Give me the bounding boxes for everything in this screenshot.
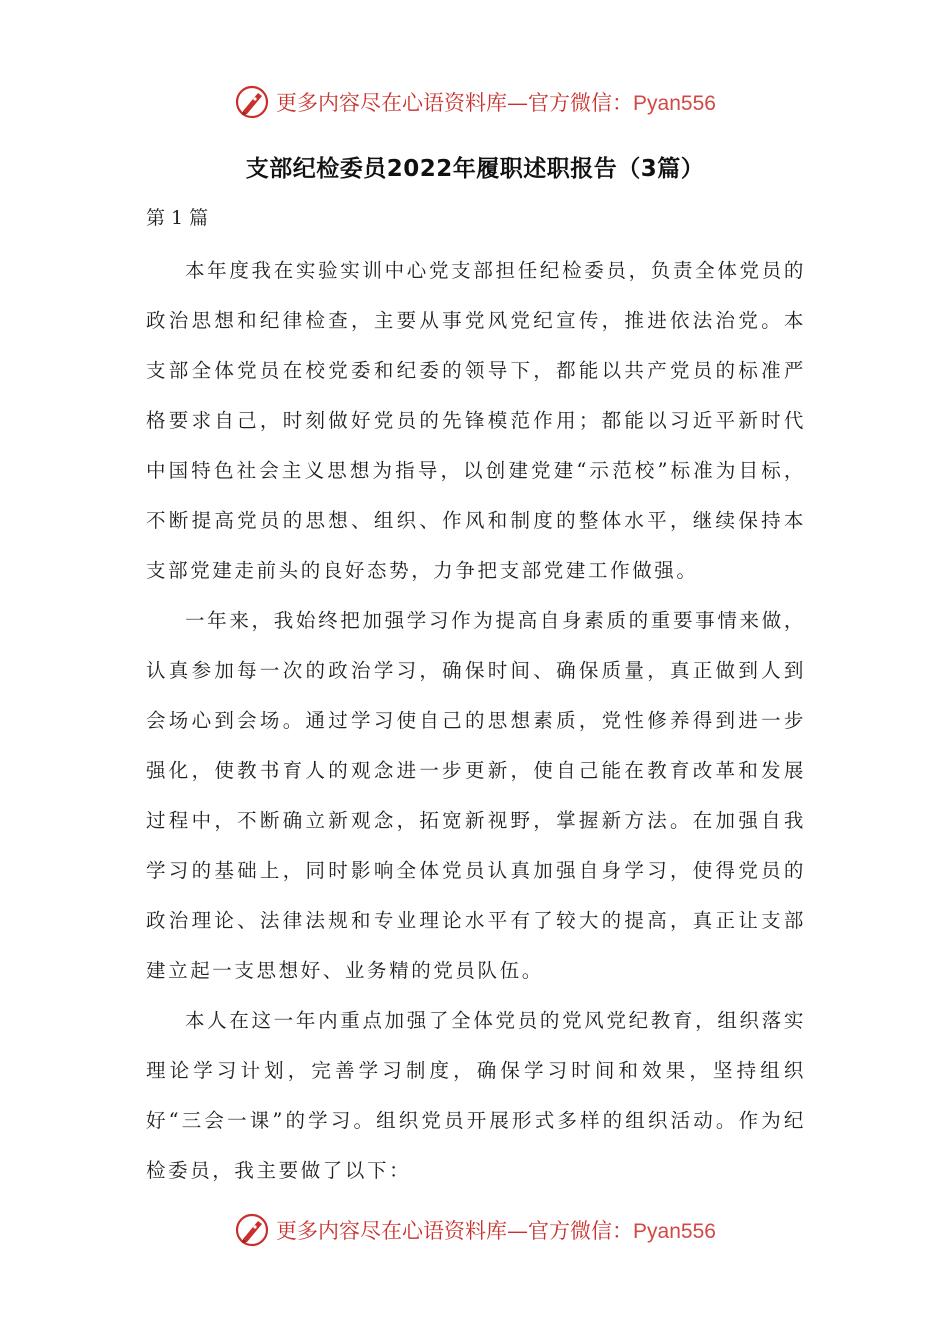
paragraph: 本年度我在实验实训中心党支部担任纪检委员，负责全体党员的政治思想和纪律检查，主要从事党风党纪宣传，推进依法治党。本支部全体党员在校党委和纪委的领导下，都能以共产党员的标准严格要求自己，时刻做好党员的先锋模范作用；都能以习近平新时代中国特色社会主义思想为指导，以创建党建“示范校”标准为目标，不断提高党员的思想、组织、作风和制度的整体水平，继续保持本支部党建走前头的良好态势，力争把支部党建工作做强。 <box>146 259 806 582</box>
section-label: 第 1 篇 <box>146 207 209 229</box>
header-banner <box>0 82 950 122</box>
document-title: 支部纪检委员2022年履职述职报告（3篇） <box>245 156 705 182</box>
banner-text: 更多内容尽在心语资料库—官方微信：Pyan556 <box>276 1219 716 1243</box>
paragraph: 本人在这一年内重点加强了全体党员的党风党纪教育，组织落实理论学习计划，完善学习制度，确保学习时间和效果，坚持组织好“三会一课”的学习。组织党员开展形式多样的组织活动。作为纪检委员，我主要做了以下： <box>146 1009 806 1182</box>
document-body <box>146 246 806 1196</box>
banner-text: 更多内容尽在心语资料库—官方微信：Pyan556 <box>276 91 716 115</box>
pen-logo-icon <box>234 84 270 120</box>
footer-banner <box>0 1210 950 1250</box>
pen-logo-icon <box>234 1212 270 1248</box>
paragraph: 一年来，我始终把加强学习作为提高自身素质的重要事情来做，认真参加每一次的政治学习，确保时间、确保质量，真正做到人到会场心到会场。通过学习使自己的思想素质，党性修养得到进一步强化，使教书育人的观念进一步更新，使自己能在教育改革和发展过程中，不断确立新观念，拓宽新视野，掌握新方法。在加强自我学习的基础上，同时影响全体党员认真加强自身学习，使得党员的政治理论、法律法规和专业理论水平有了较大的提高，真正让支部建立起一支思想好、业务精的党员队伍。 <box>146 609 806 982</box>
